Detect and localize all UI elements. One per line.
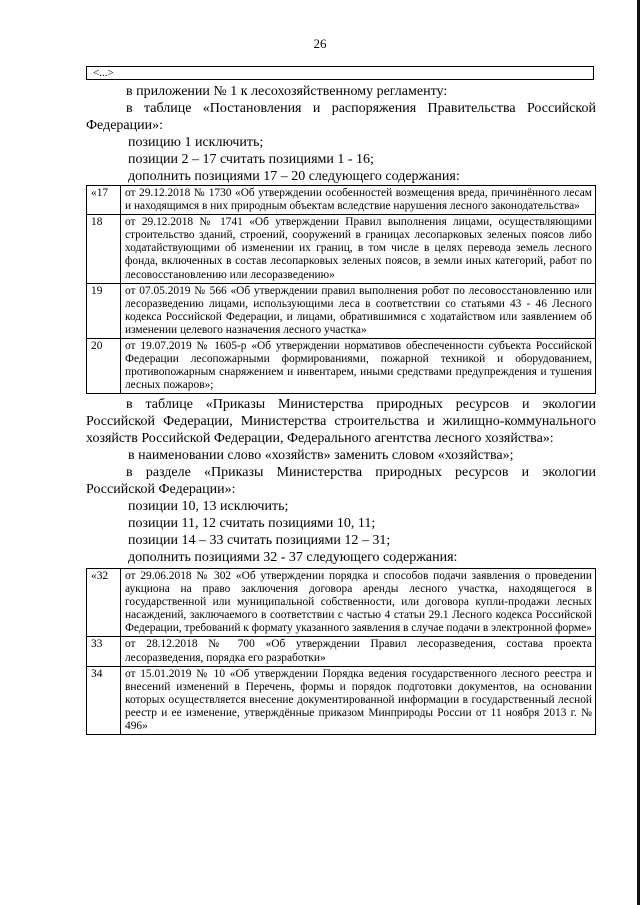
- omission-marker-box: [86, 66, 594, 80]
- table-row: [87, 215, 596, 283]
- table-row: [87, 569, 596, 637]
- position-text: от 19.07.2019 № 1605-р «Об утверждении нормативов обеспеченности субъекта Российской Федерации лесопожарными формированиями, пожарной техникой и оборудованием, противопожарным снаряжением и инвентарем, иными средствами предупреждения и тушения лесных пожаров»;: [121, 339, 596, 394]
- table-row: [87, 666, 596, 734]
- section-reference: в разделе «Приказы Министерства природных ресурсов и экологии Российской Федерации»:: [86, 465, 596, 497]
- position-text: от 28.12.2018 № 700 «Об утверждении Правил лесоразведения, состава проекта лесоразведения, порядка его разработки»: [121, 637, 596, 666]
- instruction-delete-2: позиции 10, 13 исключить;: [128, 499, 289, 514]
- position-number: 19: [87, 283, 121, 338]
- section-2-text: [86, 396, 596, 566]
- position-text: от 29.12.2018 № 1730 «Об утверждении особенностей возмещения вреда, причинённого лесам и находящимся в них природным объектам вследствие нарушения лесного законодательства»: [121, 186, 596, 215]
- omission-marker: <...>: [93, 67, 114, 79]
- section-1-text: [86, 83, 596, 185]
- position-number: 20: [87, 339, 121, 394]
- position-number: «17: [87, 186, 121, 215]
- position-number: 34: [87, 666, 121, 734]
- table-row: [87, 186, 596, 215]
- table-row: [87, 339, 596, 394]
- instruction-renumber-2: позиции 11, 12 считать позициями 10, 11;: [128, 516, 376, 531]
- table-reference-line-2: Федерации»:: [86, 118, 164, 133]
- position-text: от 07.05.2019 № 566 «Об утверждении правил выполнения робот по лесовосстановлению или лесоразведению лицами, использующими леса в соответствии со статьями 43 - 46 Лесного кодекса Российской Федерации, и лицами, обратившимися с ходатайством или заявлением об изменении целевого назначения лесного участка»: [121, 283, 596, 338]
- appendix-intro: в приложении № 1 к лесохозяйственному регламенту:: [126, 84, 448, 99]
- instruction-renumber: позиции 2 – 17 считать позициями 1 - 16;: [128, 152, 374, 167]
- position-text: от 29.06.2018 № 302 «Об утверждении порядка и способов подачи заявления о проведении аукциона на право заключения договора аренды лесного участка, находящегося в государственной или муниципальной собственности, или договора купли-продажи лесных насаждений, заключаемого в соответствии с частью 4 статьи 29.1 Лесного кодекса Российской Федерации, требований к формату указанного заявления в случае подачи в электронной форме»: [121, 569, 596, 637]
- positions-table-2: [86, 568, 596, 735]
- position-number: «32: [87, 569, 121, 637]
- position-text: от 29.12.2018 № 1741 «Об утверждении Правил выполнения лицами, осуществляющими строительство зданий, строений, сооружений в границах лесопарковых зеленых поясов либо ходатайствующими об изменении их границ, в том числе в целях перевода земель лесного фонда, включенных в состав лесопарковых зеленых поясов, в земли иных категорий, работ по лесовосстановлению или лесоразведению»: [121, 215, 596, 283]
- table-row: [87, 637, 596, 666]
- instruction-delete: позицию 1 исключить;: [128, 135, 264, 150]
- instruction-rename: в наименовании слово «хозяйств» заменить словом «хозяйства»;: [128, 448, 514, 463]
- positions-table-1: [86, 185, 596, 394]
- table-row: [87, 283, 596, 338]
- position-text: от 15.01.2019 № 10 «Об утверждении Порядка ведения государственного лесного реестра и внесений изменений в Перечень, формы и порядок подготовки документов, на основании которых осуществляется внесение документированной информации в государственный лесной реестр и ее изменение, утверждённые приказом Минприроды России от 11 ноября 2013 г. № 496»: [121, 666, 596, 734]
- table-2-reference: в таблице «Приказы Министерства природных ресурсов и экологии Российской Федерации, Министерства строительства и жилищно-коммунального хозяйств Российской Федерации, Федерального агентства лесного хозяйства»:: [86, 397, 596, 446]
- instruction-renumber-3: позиции 14 – 33 считать позициями 12 – 31;: [128, 533, 391, 548]
- position-number: 33: [87, 637, 121, 666]
- page-number: 26: [313, 36, 327, 51]
- instruction-add: дополнить позициями 17 – 20 следующего содержания:: [128, 169, 460, 184]
- position-number: 18: [87, 215, 121, 283]
- table-reference-line-1: в таблице «Постановления и распоряжения Правительства Российской: [126, 101, 596, 116]
- instruction-add-2: дополнить позициями 32 - 37 следующего содержания:: [128, 550, 458, 565]
